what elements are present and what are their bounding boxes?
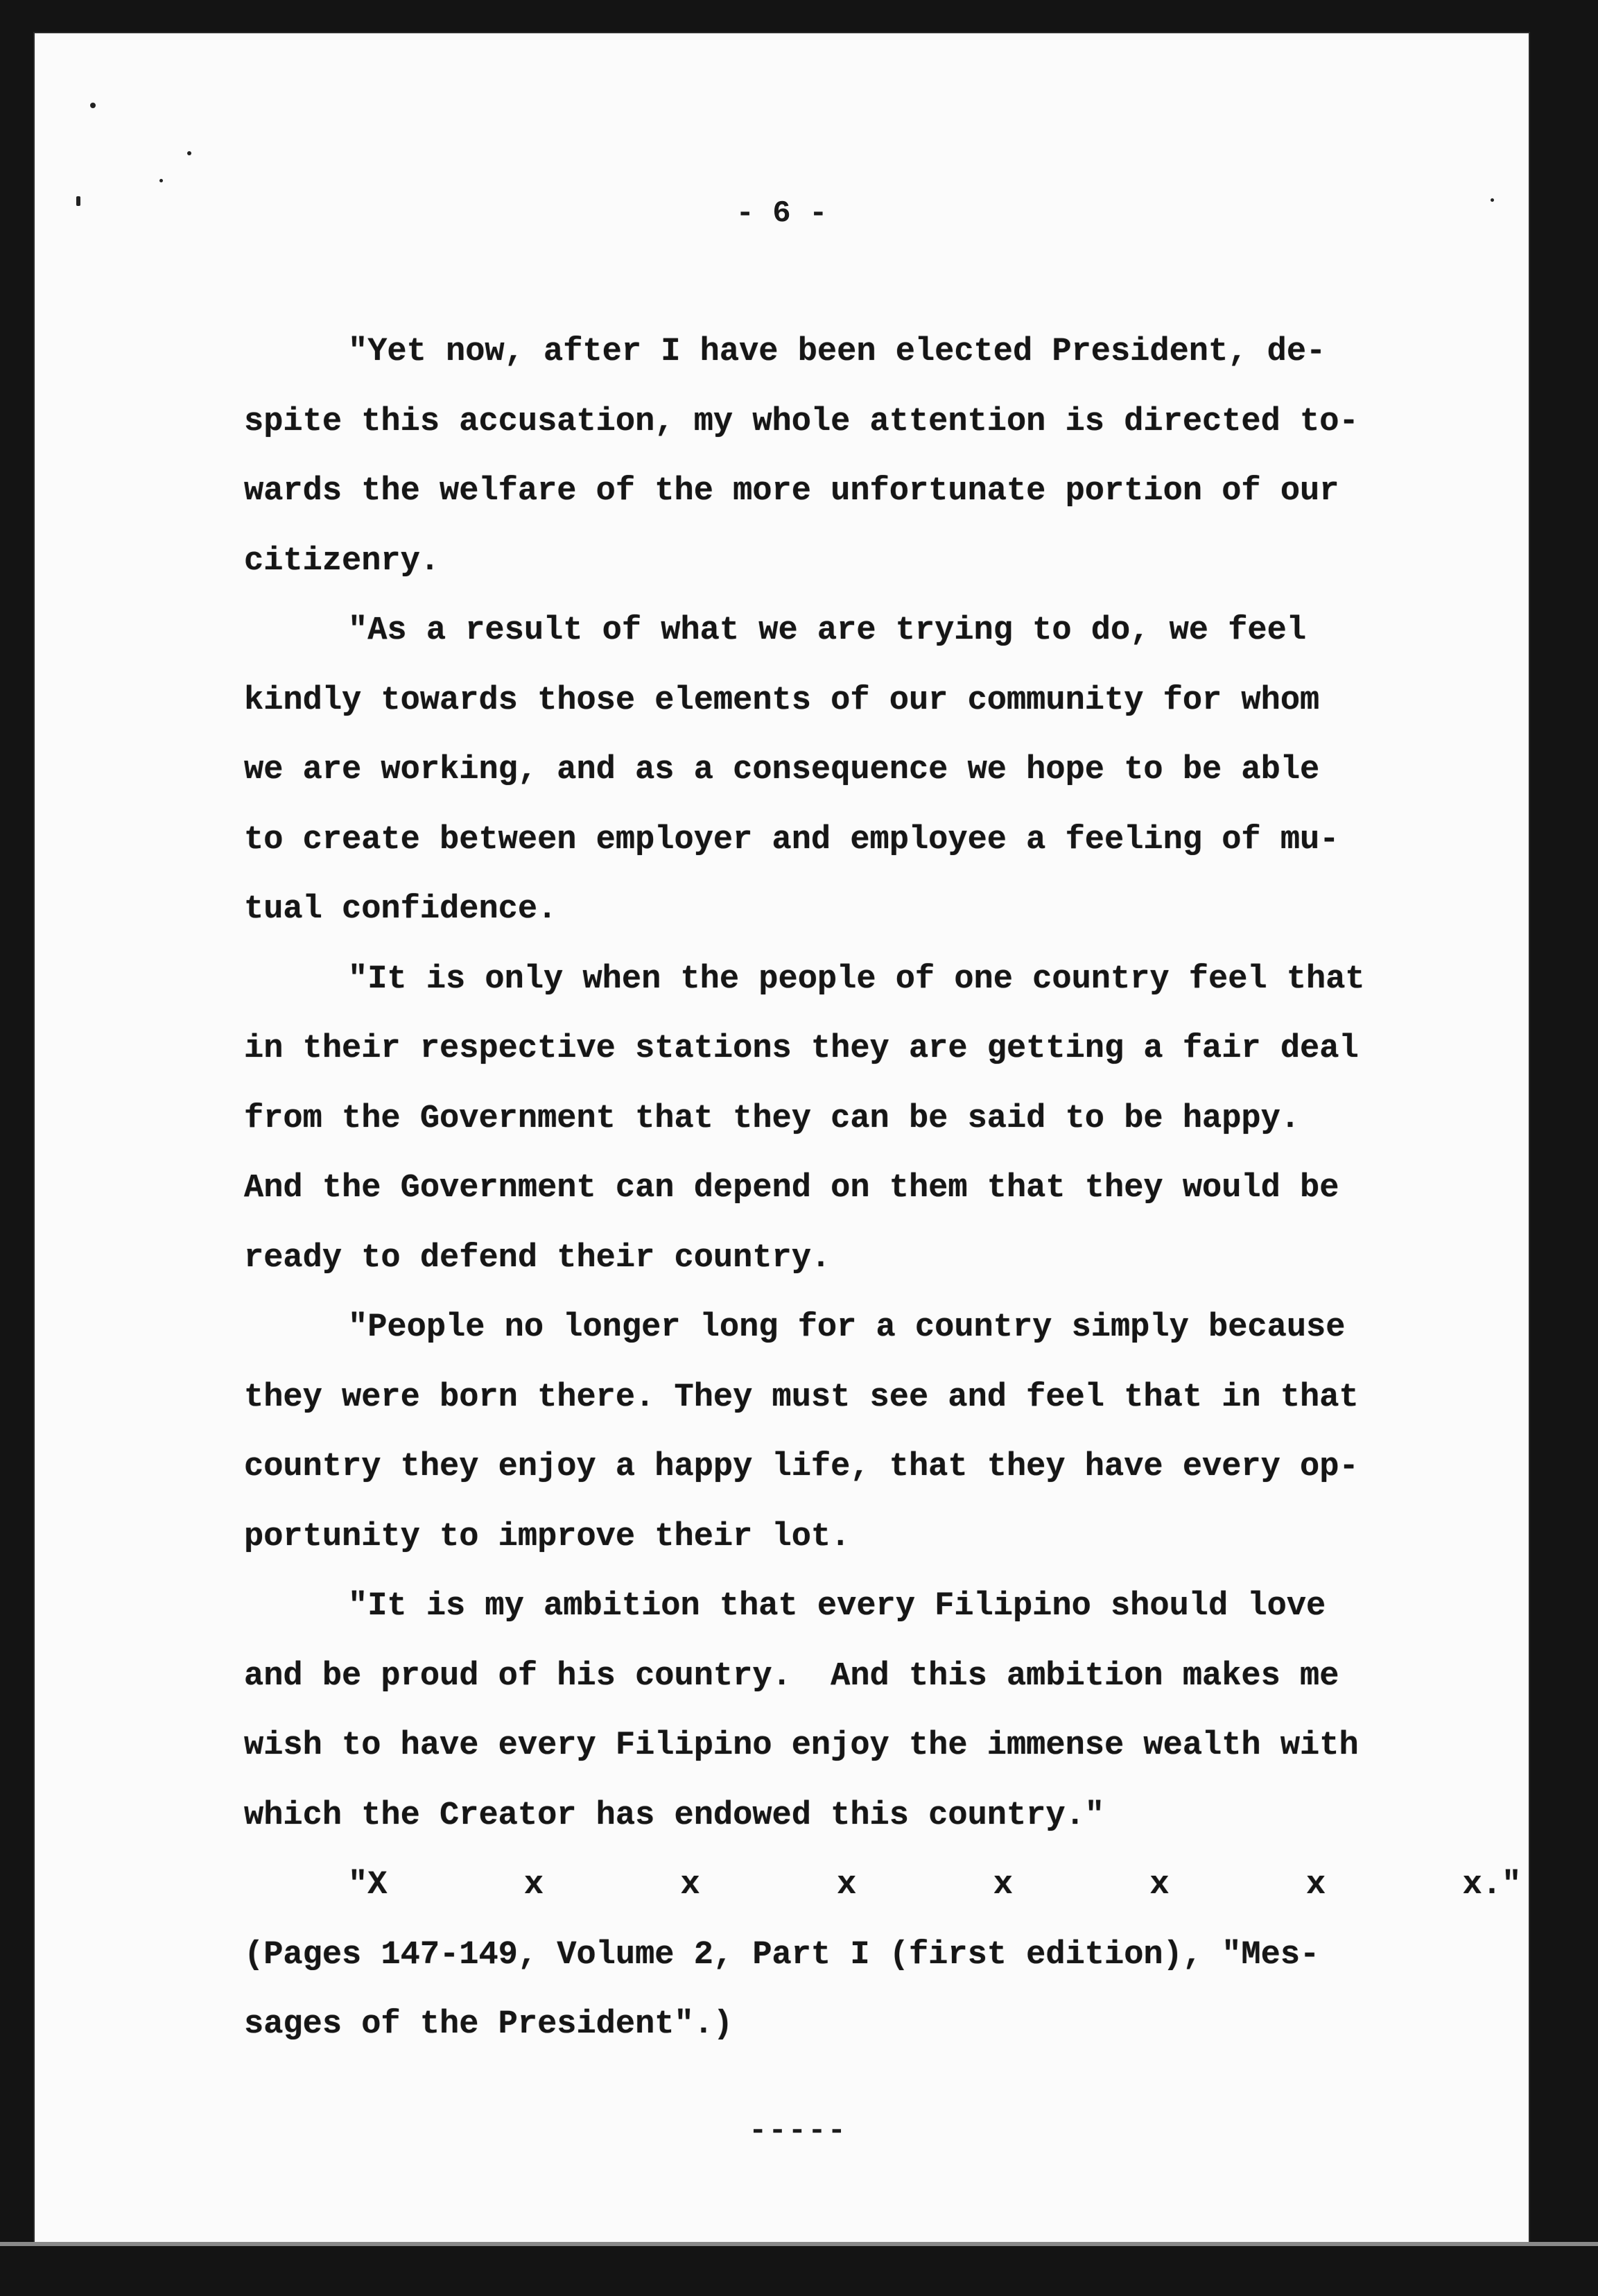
text-line: wish to have every Filipino enjoy the immense wealth with — [244, 1727, 1359, 1764]
ink-speck — [159, 179, 163, 182]
text-line: country they enjoy a happy life, that they have every op- — [244, 1449, 1359, 1485]
document-body — [244, 318, 1522, 2060]
text-line: (Pages 147-149, Volume 2, Part I (first edition), "Mes- — [244, 1936, 1320, 1974]
ink-speck — [90, 103, 96, 108]
ink-speck — [76, 196, 80, 206]
text-line: to create between employer and employee a feeling of mu- — [244, 821, 1339, 858]
text-line: "As a result of what we are trying to do, we feel — [348, 612, 1307, 649]
text-line: And the Government can depend on them that they would be — [244, 1170, 1339, 1207]
text-line: they were born there. They must see and feel that in that — [244, 1379, 1359, 1416]
text-line: and be proud of his country. And this ambition makes me — [244, 1657, 1339, 1695]
text-line: citizenry. — [244, 542, 440, 580]
text-line: "It is my ambition that every Filipino should love — [348, 1588, 1326, 1625]
page-number: - 6 - — [736, 196, 828, 231]
ink-speck — [1491, 198, 1494, 202]
text-line: "It is only when the people of one country feel that — [348, 960, 1365, 998]
text-line: "X x x x x x x x." — [348, 1867, 1522, 1904]
text-line: from the Government that they can be said to be happy. — [244, 1100, 1301, 1137]
closing-rule: ----- — [749, 2114, 848, 2148]
text-line: wards the welfare of the more unfortunate portion of our — [244, 473, 1339, 510]
ink-speck — [187, 151, 191, 155]
text-line: sages of the President".) — [244, 2006, 733, 2043]
text-line: in their respective stations they are getting a fair deal — [244, 1030, 1359, 1067]
text-line: spite this accusation, my whole attention is directed to- — [244, 403, 1359, 440]
scan-edge — [0, 2242, 1598, 2246]
text-line: tual confidence. — [244, 891, 557, 928]
text-line: "Yet now, after I have been elected President, de- — [348, 334, 1326, 370]
text-line: "People no longer long for a country simply because — [348, 1309, 1346, 1346]
text-line: ready to defend their country. — [244, 1239, 831, 1277]
text-line: we are working, and as a consequence we hope to be able — [244, 752, 1320, 788]
text-line: kindly towards those elements of our community for whom — [244, 682, 1320, 719]
text-line: which the Creator has endowed this country." — [244, 1797, 1105, 1834]
document-page — [35, 33, 1529, 2242]
text-line: portunity to improve their lot. — [244, 1518, 851, 1555]
